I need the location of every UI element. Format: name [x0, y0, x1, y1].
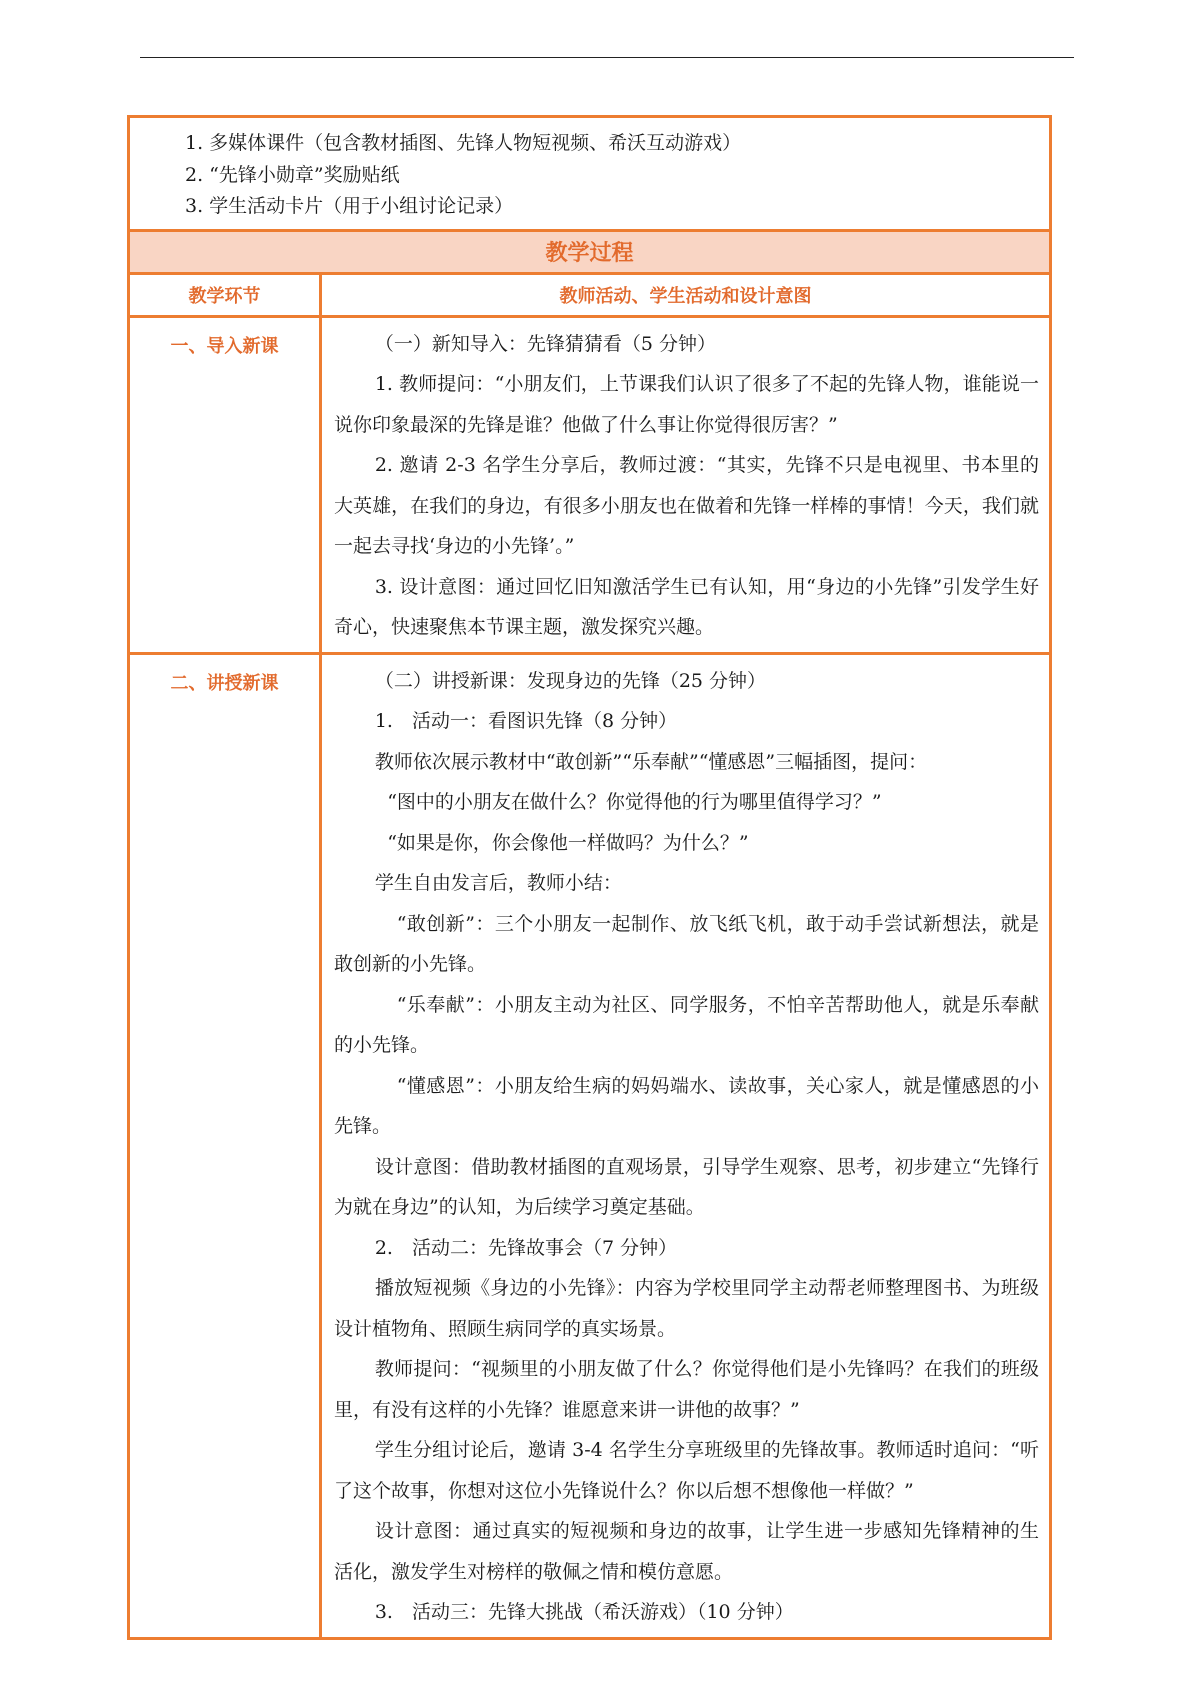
stage-column-header: 教学环节: [129, 273, 321, 316]
materials-list: [129, 117, 1051, 231]
paragraph: 教师依次展示教材中“敢创新”“乐奉献”“懂感恩”三幅插图，提问：: [374, 750, 928, 773]
section-title-row: [129, 230, 1051, 273]
section-title: 教学过程: [129, 230, 1051, 273]
table-header-row: [129, 273, 1051, 316]
paragraph: 1. 活动一：看图识先锋（8 分钟）: [374, 710, 678, 732]
stage-label: 二、讲授新课: [129, 653, 321, 1638]
materials-row: [129, 117, 1051, 231]
paragraph: 学生自由发言后，教师小结：: [374, 872, 622, 894]
list-item: 2. “先锋小勋章”奖励贴纸: [185, 163, 400, 186]
table-row: [129, 316, 1051, 653]
list-item: 3. 学生活动卡片（用于小组讨论记录）: [185, 195, 514, 217]
stage-label: 一、导入新课: [129, 316, 321, 653]
list-item: 1. 多媒体课件（包含教材插图、先锋人物短视频、希沃互动游戏）: [185, 132, 742, 154]
paragraph: “敢创新”：三个小朋友一起制作、放飞纸飞机，敢于动手尝试新想法，就是敢创新的小先锋。: [334, 912, 1040, 975]
paragraph: 设计意图：借助教材插图的直观场景，引导学生观察、思考，初步建立“先锋行为就在身边”的认知，为后续学习奠定基础。: [334, 1155, 1040, 1218]
paragraph: “图中的小朋友在做什么？你觉得他的行为哪里值得学习？”: [387, 791, 882, 813]
paragraph: 教师提问：“视频里的小朋友做了什么？你觉得他们是小先锋吗？在我们的班级里，有没有这样的小先锋？谁愿意来讲一讲他的故事？”: [334, 1358, 1040, 1421]
header-rule: [140, 57, 1074, 58]
stage-content: [321, 653, 1051, 1638]
paragraph: “乐奉献”：小朋友主动为社区、同学服务，不怕辛苦帮助他人，就是乐奉献的小先锋。: [334, 993, 1040, 1056]
paragraph: “如果是你，你会像他一样做吗？为什么？”: [387, 831, 749, 854]
lesson-plan-table: [127, 115, 1049, 1640]
paragraph: 2. 邀请 2-3 名学生分享后，教师过渡：“其实，先锋不只是电视里、书本里的大英雄，在我们的身边，有很多小朋友也在做着和先锋一样棒的事情！今天，我们就一起去寻找‘身边的小先锋’。”: [334, 454, 1040, 557]
paragraph: 播放短视频《身边的小先锋》：内容为学校里同学主动帮老师整理图书、为班级设计植物角、照顾生病同学的真实场景。: [334, 1277, 1040, 1340]
paragraph: “懂感恩”：小朋友给生病的妈妈端水、读故事，关心家人，就是懂感恩的小先锋。: [334, 1074, 1040, 1137]
activity-column-header: 教师活动、学生活动和设计意图: [321, 273, 1051, 316]
paragraph: （一）新知导入：先锋猜猜看（5 分钟）: [374, 332, 716, 355]
paragraph: 3. 设计意图：通过回忆旧知激活学生已有认知，用“身边的小先锋”引发学生好奇心，快速聚焦本节课主题，激发探究兴趣。: [334, 575, 1040, 638]
paragraph: 学生分组讨论后，邀请 3-4 名学生分享班级里的先锋故事。教师适时追问：“听了这个故事，你想对这位小先锋说什么？你以后想不想像他一样做？”: [334, 1439, 1040, 1502]
paragraph: （二）讲授新课：发现身边的先锋（25 分钟）: [374, 669, 767, 692]
paragraph: 1. 教师提问：“小朋友们，上节课我们认识了很多了不起的先锋人物，谁能说一说你印象最深的先锋是谁？他做了什么事让你觉得很厉害？”: [334, 373, 1040, 436]
paragraph: 设计意图：通过真实的短视频和身边的故事，让学生进一步感知先锋精神的生活化，激发学生对榜样的敬佩之情和模仿意愿。: [334, 1520, 1040, 1583]
paragraph: 2. 活动二：先锋故事会（7 分钟）: [374, 1236, 678, 1259]
paragraph: 3. 活动三：先锋大挑战（希沃游戏）（10 分钟）: [374, 1601, 794, 1623]
stage-content: [321, 316, 1051, 653]
table-row: [129, 653, 1051, 1638]
